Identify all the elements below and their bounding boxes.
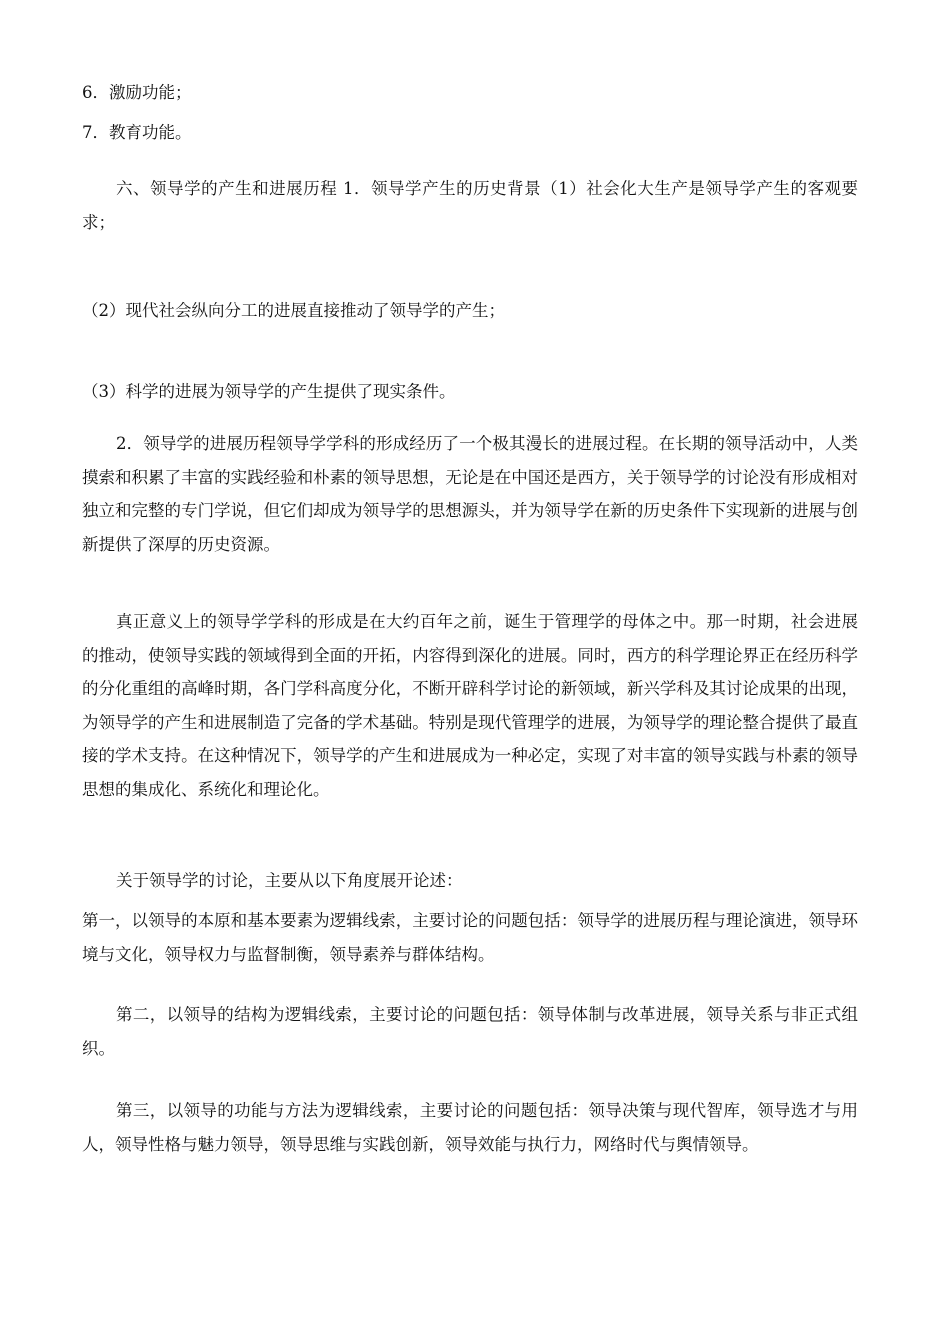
list-item-education-function: 7．教育功能。	[82, 123, 192, 142]
second-aspect-paragraph: 第二，以领导的结构为逻辑线索，主要讨论的问题包括：领导体制与改革进展，领导关系与非正式组织。	[82, 1005, 858, 1058]
third-aspect-paragraph: 第三，以领导的功能与方法为逻辑线索，主要讨论的问题包括：领导决策与现代智库，领导选才与用人，领导性格与魅力领导，领导思维与实践创新，领导效能与执行力，网络时代与舆情领导。	[82, 1101, 858, 1154]
intro-paragraph: 关于领导学的讨论，主要从以下角度展开论述：	[116, 871, 463, 890]
point-2-paragraph: （2）现代社会纵向分工的进展直接推动了领导学的产生；	[82, 301, 505, 320]
formation-paragraph: 真正意义上的领导学学科的形成是在大约百年之前，诞生于管理学的母体之中。那一时期，社会进展的推动，使领导实践的领域得到全面的开拓，内容得到深化的进展。同时，西方的科学理论界正在经历科学的分化重组的高峰时期，各门学科高度分化，不断开辟科学讨论的新领域，新兴学科及其讨论成果的出现，为领导学的产生和进展制造了完备的学术基础。特别是现代管理学的进展，为领导学的理论整合提供了最直接的学术支持。在这种情况下，领导学的产生和进展成为一种必定，实现了对丰富的领导实践与朴素的领导思想的集成化、系统化和理论化。	[82, 612, 858, 799]
history-paragraph: 2．领导学的进展历程领导学学科的形成经历了一个极其漫长的进展过程。在长期的领导活动中，人类摸索和积累了丰富的实践经验和朴素的领导思想，无论是在中国还是西方，关于领导学的讨论没有形成相对独立和完整的专门学说，但它们却成为领导学的思想源头，并为领导学在新的历史条件下实现新的进展与创新提供了深厚的历史资源。	[82, 434, 858, 554]
list-item-incentive-function: 6．激励功能；	[82, 83, 192, 102]
section-heading-paragraph: 六、领导学的产生和进展历程 1．领导学产生的历史背景（1）社会化大生产是领导学产生的客观要求；	[82, 179, 858, 232]
first-aspect-paragraph: 第一，以领导的本原和基本要素为逻辑线索，主要讨论的问题包括：领导学的进展历程与理论演进，领导环境与文化，领导权力与监督制衡，领导素养与群体结构。	[82, 911, 858, 964]
point-3-paragraph: （3）科学的进展为领导学的产生提供了现实条件。	[82, 382, 456, 401]
